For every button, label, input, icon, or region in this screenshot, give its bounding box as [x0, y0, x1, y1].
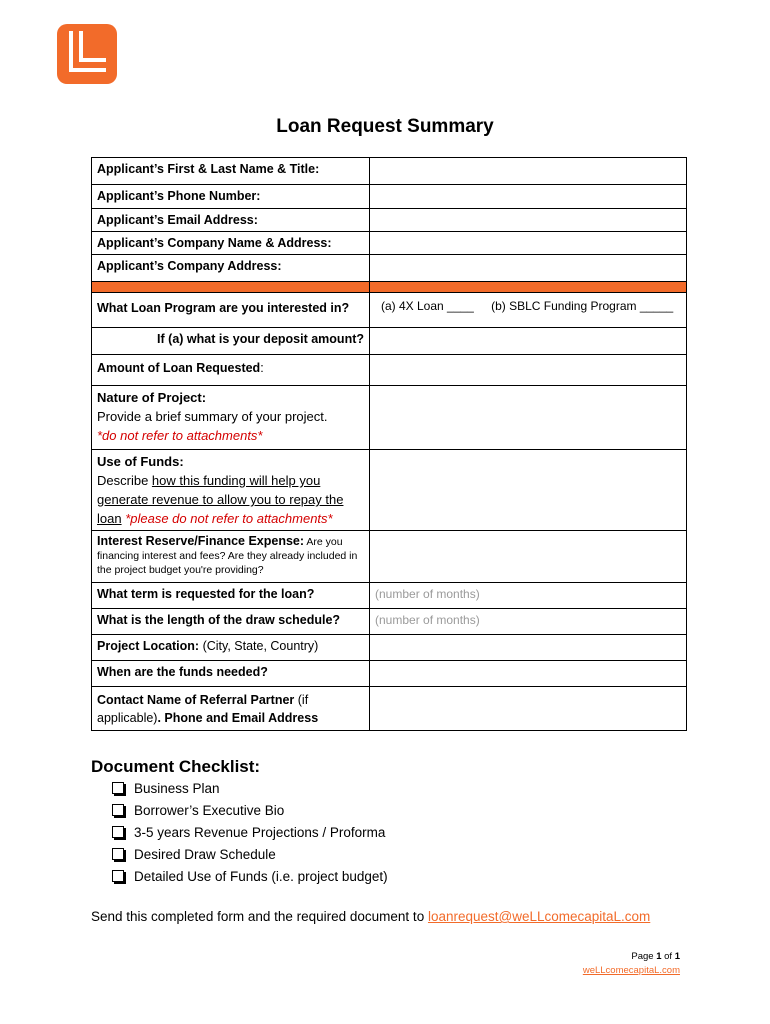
label-nature-text: Provide a brief summary of your project.: [97, 409, 328, 424]
label-interest: [92, 531, 370, 583]
field-name-title[interactable]: [370, 158, 687, 185]
label-location: [92, 635, 370, 661]
form-row-company-address: [92, 255, 687, 282]
label-draw: What is the length of the draw schedule?: [92, 609, 370, 635]
field-use-of-funds[interactable]: [370, 450, 687, 531]
checklist-item[interactable]: [112, 822, 388, 844]
orange-divider: [92, 282, 687, 293]
checkbox-icon[interactable]: [112, 870, 124, 882]
checklist-title: Document Checklist:: [91, 757, 261, 776]
send-instructions: [91, 909, 650, 924]
label-email: Applicant’s Email Address:: [92, 209, 370, 232]
label-phone: Applicant’s Phone Number:: [92, 185, 370, 209]
orange-divider-left: [92, 282, 370, 293]
label-company-name: Applicant’s Company Name & Address:: [92, 232, 370, 255]
form-row-email: [92, 209, 687, 232]
website-link[interactable]: weLLcomecapitaL.com: [582, 965, 680, 976]
field-company-name[interactable]: [370, 232, 687, 255]
label-nature: [92, 386, 370, 450]
checklist-item-label: Borrower’s Executive Bio: [134, 803, 285, 818]
form-row-name: [92, 158, 687, 185]
form-row-location: [92, 635, 687, 661]
checklist-item-label: 3-5 years Revenue Projections / Proforma: [134, 825, 386, 840]
label-use-warning: *please do not refer to attachments*: [121, 511, 333, 526]
label-referral-text: (if applicable): [97, 693, 309, 725]
send-text: Send this completed form and the required document to: [91, 909, 428, 924]
label-company-address: Applicant’s Company Address:: [92, 255, 370, 282]
label-referral-contact: . Phone and Email Address: [157, 711, 319, 725]
checkbox-icon[interactable]: [112, 804, 124, 816]
page-total: 1: [674, 951, 680, 962]
form-row-loan-program: [92, 293, 687, 328]
label-use-title: Use of Funds:: [97, 454, 184, 469]
field-referral[interactable]: [370, 687, 687, 731]
form-row-referral: [92, 687, 687, 731]
form-row-company: [92, 232, 687, 255]
label-location-text: (City, State, Country): [199, 639, 319, 653]
label-nature-title: Nature of Project:: [97, 390, 207, 405]
orange-divider-right: [370, 282, 687, 293]
checklist-item-label: Desired Draw Schedule: [134, 847, 276, 862]
label-nature-warning: *do not refer to attachments*: [97, 428, 263, 443]
field-loan-program[interactable]: [370, 293, 687, 328]
form-row-use-of-funds: [92, 450, 687, 531]
loan-request-form: [91, 157, 687, 731]
field-nature[interactable]: [370, 386, 687, 450]
option-4x-loan[interactable]: (a) 4X Loan ____: [381, 299, 474, 313]
field-amount[interactable]: [370, 355, 687, 386]
form-row-deposit: [92, 328, 687, 355]
checklist-item-label: Detailed Use of Funds (i.e. project budget): [134, 869, 388, 884]
field-phone[interactable]: [370, 185, 687, 209]
label-loan-program: What Loan Program are you interested in?: [92, 293, 370, 328]
form-row-interest: [92, 531, 687, 583]
field-company-address[interactable]: [370, 255, 687, 282]
page-title: Loan Request Summary: [276, 116, 494, 137]
page-current: 1: [656, 951, 662, 962]
label-amount: [92, 355, 370, 386]
label-amount-colon: :: [260, 361, 264, 375]
label-term: What term is requested for the loan?: [92, 583, 370, 609]
label-interest-title: Interest Reserve/Finance Expense:: [97, 534, 305, 548]
form-row-amount: [92, 355, 687, 386]
checklist-item[interactable]: [112, 778, 388, 800]
label-use-underlined: how this funding will help you generate revenue to allow you to repay the loan: [97, 473, 344, 526]
field-term[interactable]: (number of months): [370, 583, 687, 609]
field-when[interactable]: [370, 661, 687, 687]
checklist-item-label: Business Plan: [134, 781, 220, 796]
field-draw[interactable]: (number of months): [370, 609, 687, 635]
checklist-item[interactable]: [112, 844, 388, 866]
checklist-item[interactable]: [112, 866, 388, 888]
label-use-of-funds: [92, 450, 370, 531]
form-row-nature: [92, 386, 687, 450]
form-row-phone: [92, 185, 687, 209]
label-amount-text: Amount of Loan Requested: [97, 361, 261, 375]
field-location[interactable]: [370, 635, 687, 661]
form-row-term: [92, 583, 687, 609]
field-interest[interactable]: [370, 531, 687, 583]
label-name-title: Applicant’s First & Last Name & Title:: [92, 158, 370, 185]
email-link[interactable]: loanrequest@weLLcomecapitaL.com: [427, 909, 651, 924]
page-prefix: Page: [631, 951, 657, 962]
form-row-draw: [92, 609, 687, 635]
checkbox-icon[interactable]: [112, 848, 124, 860]
option-sblc[interactable]: (b) SBLC Funding Program _____: [491, 299, 674, 313]
page-of: of: [661, 951, 675, 962]
ll-logo-icon: [57, 24, 117, 84]
label-location-title: Project Location:: [97, 639, 200, 653]
label-when: When are the funds needed?: [92, 661, 370, 687]
checklist: [112, 778, 388, 888]
label-referral-title: Contact Name of Referral Partner: [97, 693, 295, 707]
label-referral: [92, 687, 370, 731]
checkbox-icon[interactable]: [112, 782, 124, 794]
label-deposit: If (a) what is your deposit amount?: [92, 328, 370, 355]
field-email[interactable]: [370, 209, 687, 232]
checklist-item[interactable]: [112, 800, 388, 822]
label-use-text: Describe: [97, 473, 152, 488]
checkbox-icon[interactable]: [112, 826, 124, 838]
field-deposit[interactable]: [370, 328, 687, 355]
page-number: [631, 951, 680, 962]
form-row-when: [92, 661, 687, 687]
label-interest-text: Are you financing interest and fees? Are they already included in the project budget you're providing?: [97, 536, 358, 576]
